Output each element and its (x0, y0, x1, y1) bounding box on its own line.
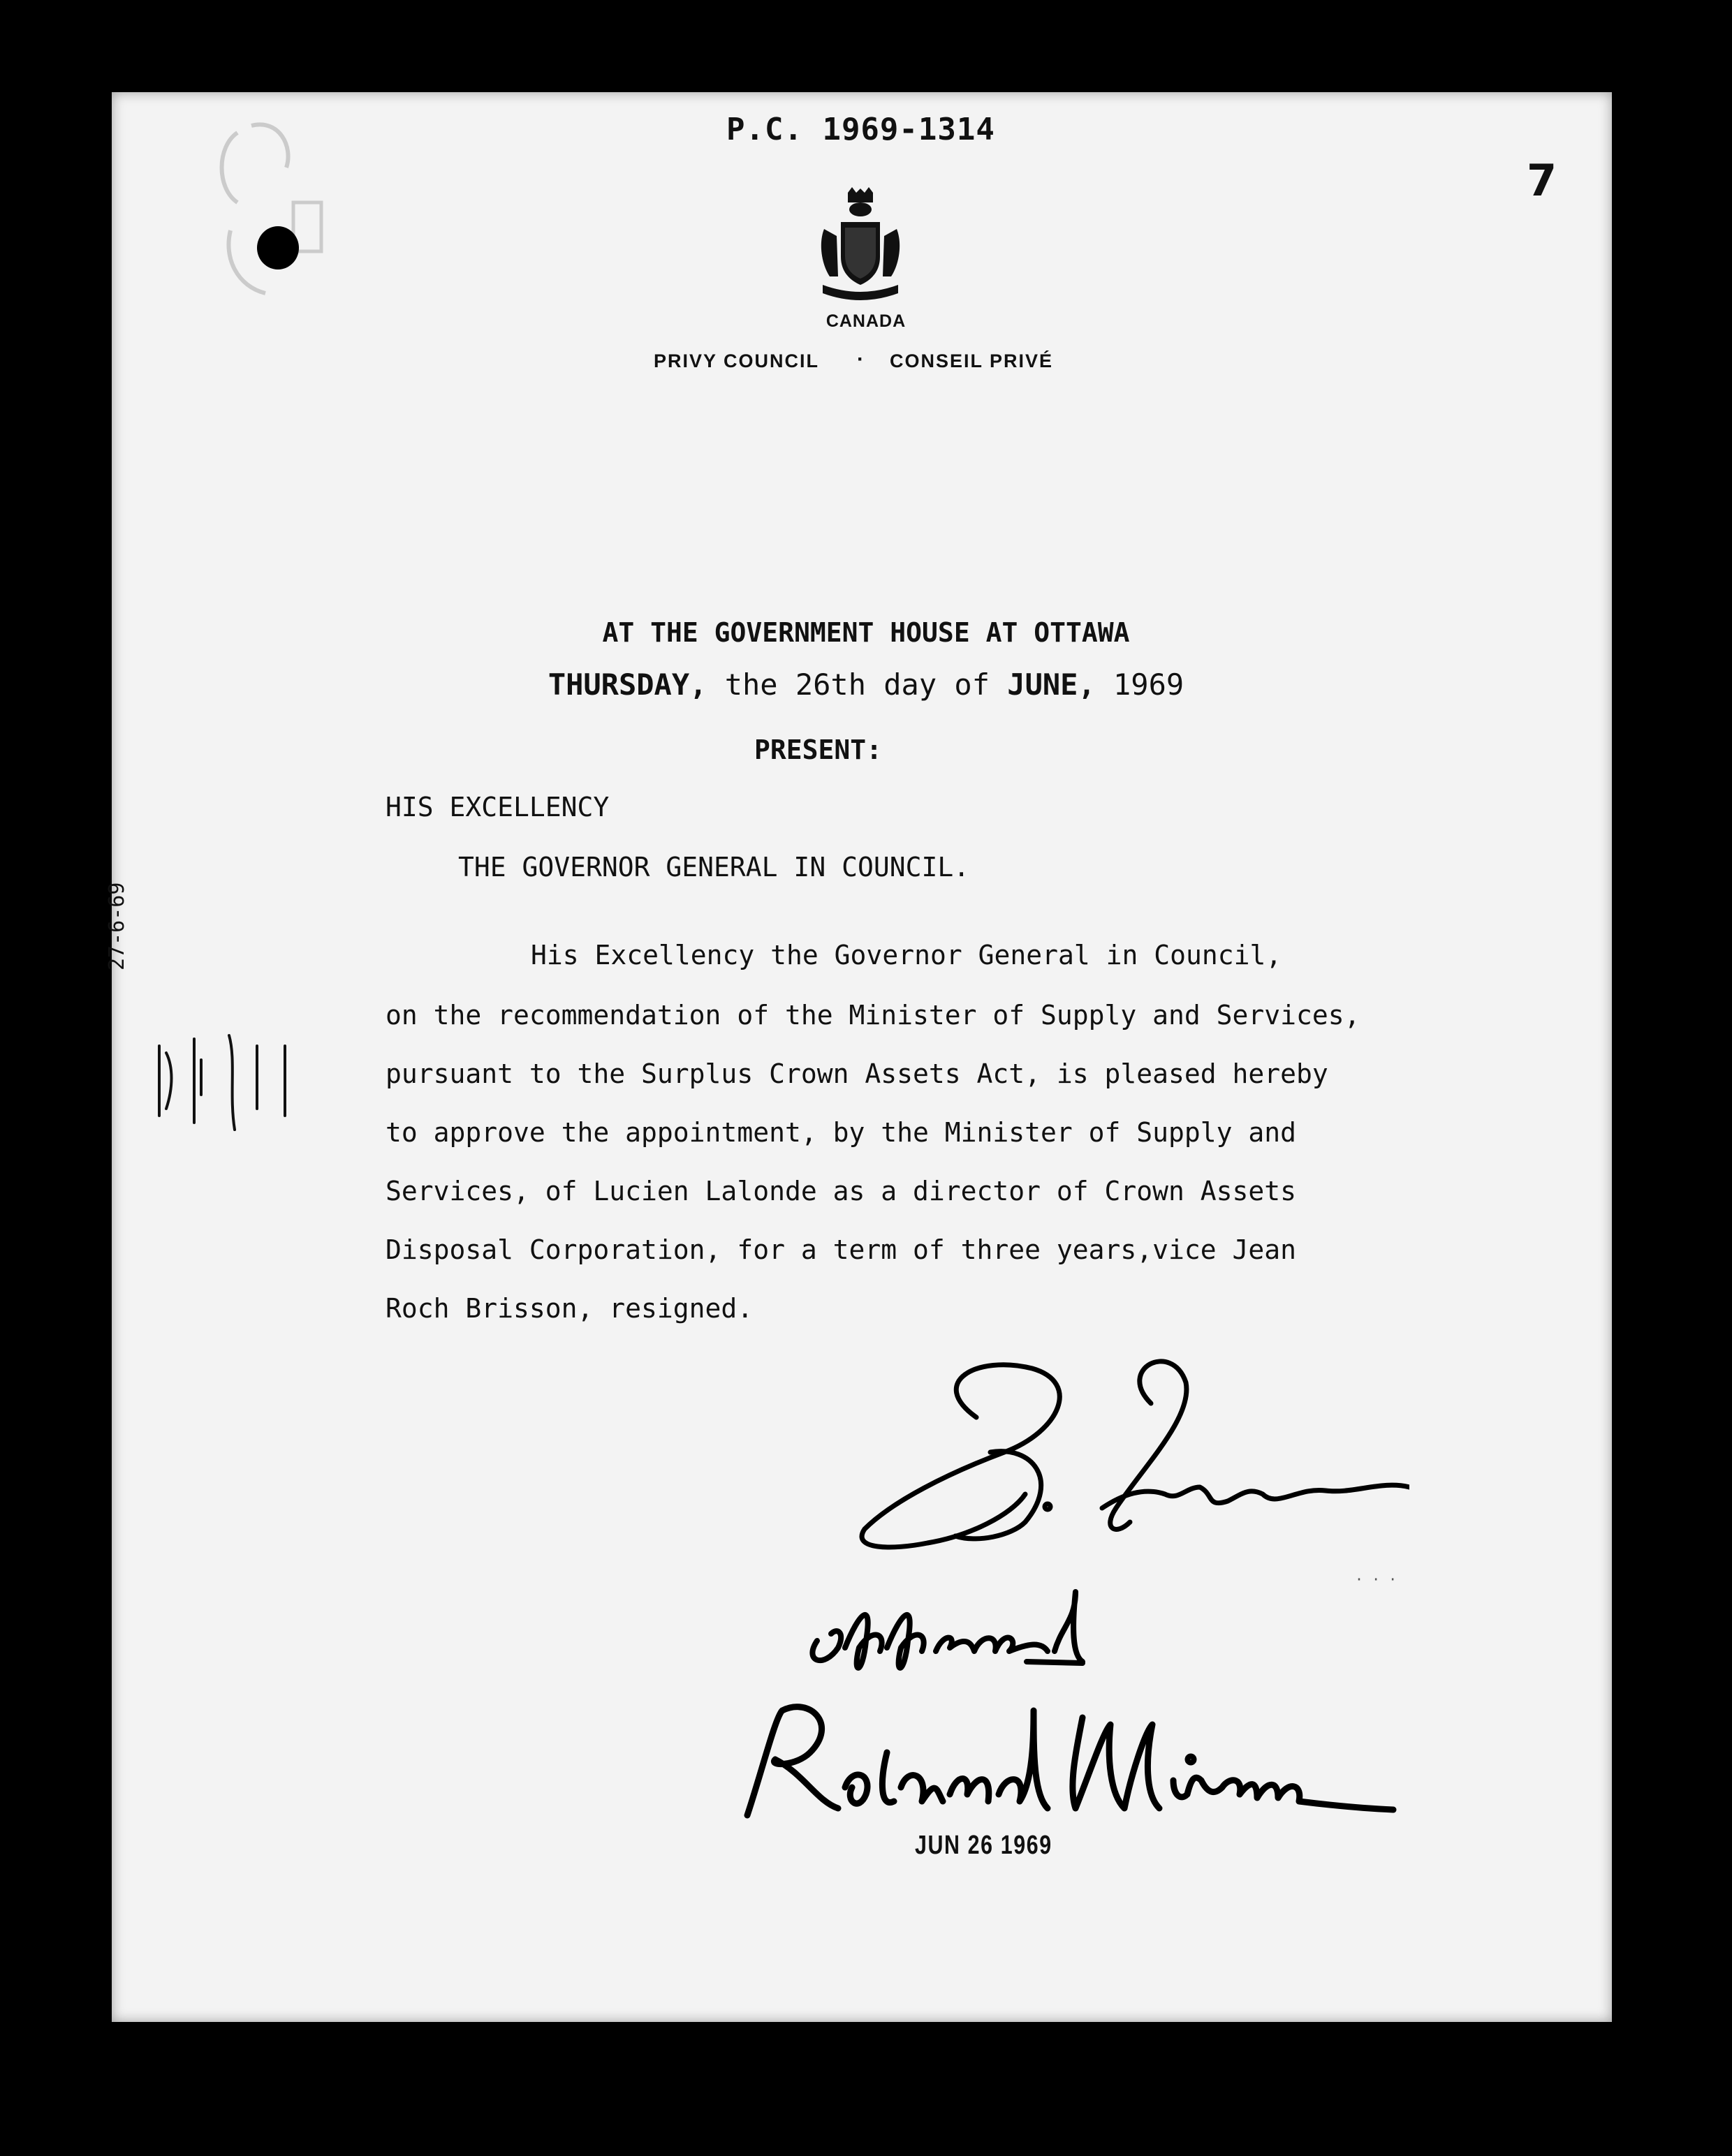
body-line-1: His Excellency the Governor General in Council, (531, 940, 1282, 970)
header-separator: · (857, 348, 864, 371)
body-line-4: to approve the appointment, by the Minister of Supply and (386, 1117, 1297, 1148)
order-number: P.C. 1969-1314 (726, 112, 995, 147)
paper-speckle: · · · (1355, 1571, 1397, 1588)
approved-handwriting (796, 1585, 1089, 1683)
header-conseil-prive: CONSEIL PRIVÉ (890, 350, 1054, 371)
date-middle: the 26th day of (707, 667, 1008, 702)
body-line-5: Services, of Lucien Lalonde as a director of Crown Assets (386, 1176, 1297, 1206)
body-line-3: pursuant to the Surplus Crown Assets Act, is pleased hereby (386, 1058, 1328, 1089)
addressee-line-2: THE GOVERNOR GENERAL IN COUNCIL. (458, 852, 970, 883)
venue-line: AT THE GOVERNMENT HOUSE AT OTTAWA (602, 617, 1130, 648)
header-privy-council: PRIVY COUNCIL (654, 350, 820, 371)
faint-stamp-mark (210, 105, 335, 314)
prime-minister-signature (851, 1341, 1409, 1564)
margin-handwritten-notes (152, 1032, 313, 1137)
body-line-7: Roch Brisson, resigned. (386, 1293, 754, 1324)
date-month: JUNE, (1007, 667, 1096, 702)
date-year: 1969 (1095, 667, 1184, 702)
addressee-line-1: HIS EXCELLENCY (386, 792, 610, 822)
header-country: CANADA (825, 311, 907, 331)
date-weekday: THURSDAY, (548, 667, 707, 702)
page-number: 7 (1527, 155, 1557, 206)
present-label: PRESENT: (754, 734, 883, 765)
canada-coat-of-arms-icon (817, 187, 904, 304)
governor-general-signature (726, 1690, 1397, 1829)
punch-hole (257, 226, 299, 270)
approval-date-stamp: JUN 26 1969 (915, 1831, 1052, 1860)
margin-date-note: 27-6-69 (105, 882, 129, 970)
date-line (0, 667, 1732, 702)
body-line-2: on the recommendation of the Minister of Supply and Services, (386, 1000, 1360, 1031)
body-line-6: Disposal Corporation, for a term of three years,vice Jean (386, 1234, 1297, 1265)
